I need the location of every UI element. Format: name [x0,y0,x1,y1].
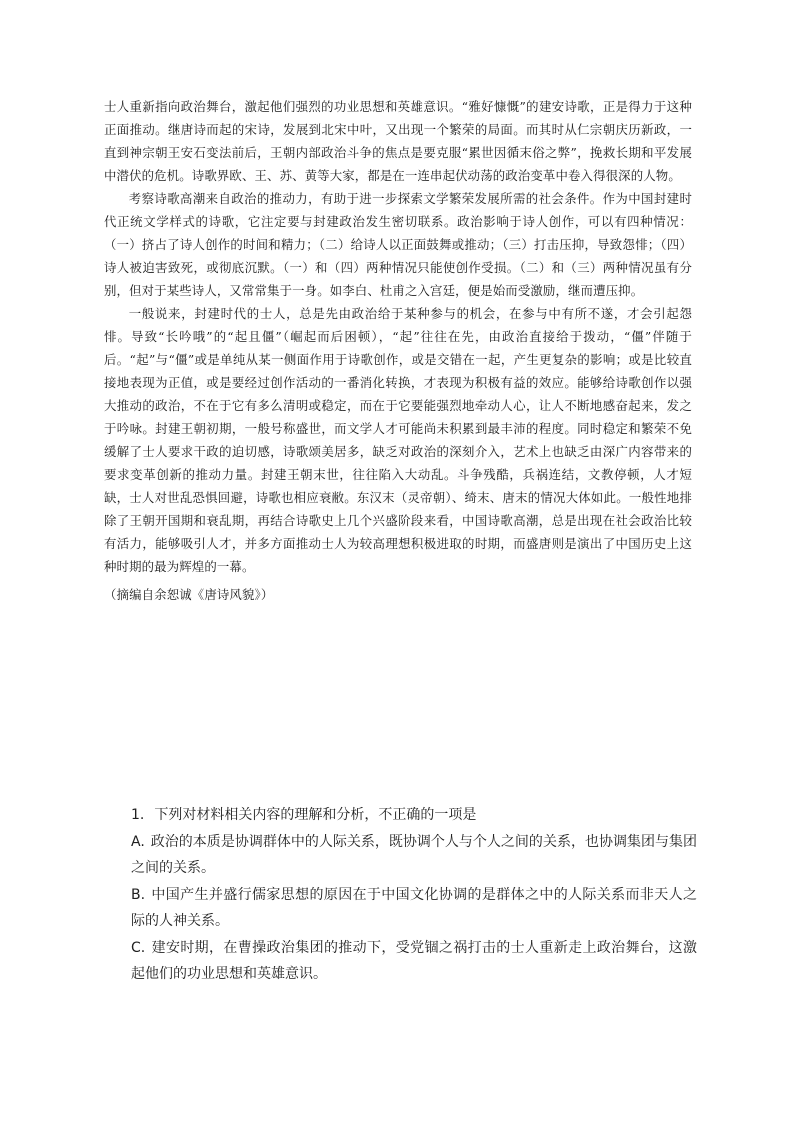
option-letter: A. [131,833,145,850]
question-number: 1. [131,807,145,823]
reading-passage [104,95,692,606]
option-c[interactable] [131,935,697,988]
source-citation: （摘编自余恕诚《唐诗风貌》） [104,587,274,602]
option-letter: C. [131,939,146,956]
passage-paragraph-3: 一般说来，封建时代的士人，总是先由政治给于某种参与的机会，在参与中有所不遂，才会引起怨悱。导致“长吟哦”的“起且僵”（崛起而后困顿），“起”往往在先，由政治直接给于拨动，“僵”伴随于后。“起”与“僵”或是单纯从某一侧面作用于诗歌创作，或是交错在一起，产生更复杂的影响；或是比较直接地表现为正值，或是要经过创作活动的一番消化转换，才表现为积极有益的效应。能够给诗歌创作以强大推动的政治，不在于它有多么清明或稳定，而在于它要能强烈地牵动人心，让人不断地感奋起来，发之于吟咏。封建王朝初期，一般号称盛世，而文学人才可能尚未积累到最丰沛的程度。同时稳定和繁荣不免缓解了士人要求干政的迫切感，诗歌颂美居多，缺乏对政治的深刻介入，艺术上也缺乏由深广内容带来的要求变革创新的推动力量。封建王朝末世，往往陷入大动乱。斗争残酷，兵祸连结，文教停顿，人才短缺，士人对世乱恐惧回避，诗歌也相应衰敝。东汉末（灵帝朝）、绮末、唐末的情况大体如此。一般性地排除了王朝开国期和衰乱期，再结合诗歌史上几个兴盛阶段来看，中国诗歌高潮，总是出现在社会政治比较有活力，能够吸引人才，并多方面推动士人为较高理想积极进取的时期，而盛唐则是演出了中国历史上这种时期的最为辉煌的一幕。 [104,306,692,574]
option-b[interactable] [131,882,697,935]
option-a[interactable] [131,829,697,882]
option-text: 建安时期，在曹操政治集团的推动下，受党锢之祸打击的士人重新走上政治舞台，这激起他们的功业思想和英雄意识。 [131,939,697,982]
question-block [131,802,697,988]
question-stem [131,802,697,829]
question-text: 下列对材料相关内容的理解和分析，不正确的一项是 [154,807,477,823]
passage-paragraph-2: 考察诗歌高潮来自政治的推动力，有助于进一步探索文学繁荣发展所需的社会条件。作为中国封建时代正统文学样式的诗歌，它注定要与封建政治发生密切联系。政治影响于诗人创作，可以有四种情况：（一）挤占了诗人创作的时间和精力；（二）给诗人以正面鼓舞或推动；（三）打击压抑，导致怨悱；（四）诗人被迫害致死，或彻底沉默。（一）和（四）两种情况只能使创作受损。（二）和（三）两种情况虽有分别，但对于某些诗人，又常常集于一身。如李白、杜甫之入宫廷，便是始而受激励，继而遭压抑。 [104,191,692,298]
passage-paragraph-1: 士人重新指向政治舞台，激起他们强烈的功业思想和英雄意识。“雅好慷慨”的建安诗歌，正是得力于这种正面推动。继唐诗而起的宋诗，发展到北宋中叶，又出现一个繁荣的局面。而其时从仁宗朝庆历新政，一直到神宗朝王安石变法前后，王朝内部政治斗争的焦点是要克服“累世因循末俗之弊”，挽救长期和平发展中潜伏的危机。诗歌界欧、王、苏、黄等大家，都是在一连串起伏动荡的政治变革中卷入得很深的人物。 [104,99,692,183]
option-text: 中国产生并盛行儒家思想的原因在于中国文化协调的是群体之中的人际关系而非天人之际的人神关系。 [131,886,697,929]
option-text: 政治的本质是协调群体中的人际关系，既协调个人与个人之间的关系，也协调集团与集团之间的关系。 [131,833,697,876]
option-letter: B. [131,886,146,903]
